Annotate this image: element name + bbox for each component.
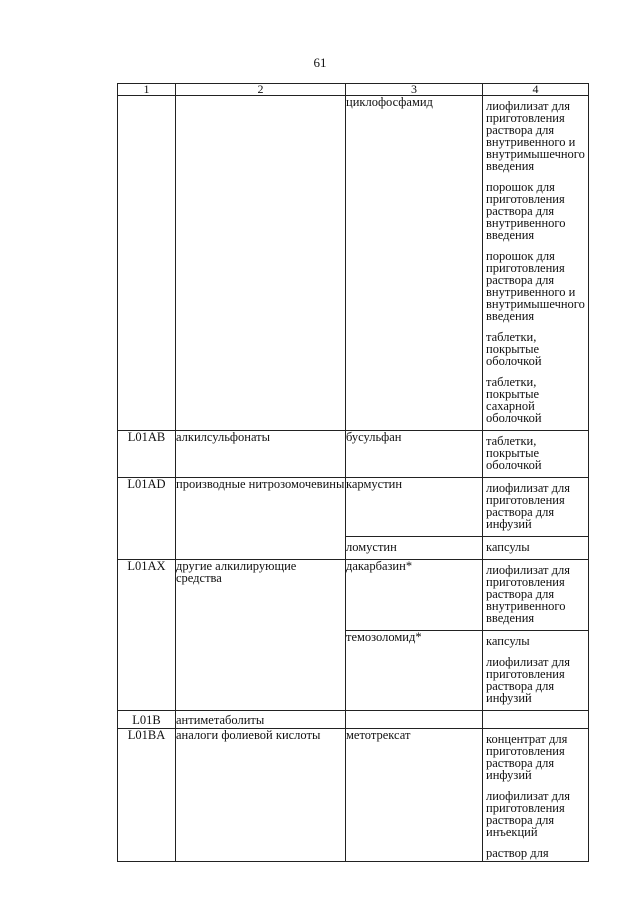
column-header-4: 4 bbox=[483, 84, 589, 96]
drug-name: дакарбазин* bbox=[346, 560, 483, 631]
dosage-form: лиофилизат для приготовления раствора для инъекций bbox=[486, 789, 570, 839]
table-row bbox=[118, 711, 589, 729]
dosage-form: лиофилизат для приготовления раствора для внутривенного и внутримышечного введения bbox=[486, 99, 585, 173]
dosage-form: таблетки, покрытые оболочкой bbox=[486, 434, 542, 472]
group-name: алкилсульфонаты bbox=[176, 431, 346, 478]
dosage-forms bbox=[483, 631, 589, 711]
dosage-form: лиофилизат для приготовления раствора для инфузий bbox=[486, 481, 570, 531]
table-row bbox=[118, 478, 589, 537]
dosage-form: раствор для bbox=[486, 846, 549, 860]
dosage-forms bbox=[483, 431, 589, 478]
dosage-forms bbox=[483, 478, 589, 537]
atc-code bbox=[118, 96, 176, 431]
dosage-form: таблетки, покрытые оболочкой bbox=[486, 330, 542, 368]
atc-code: L01B bbox=[118, 711, 176, 729]
dosage-form: порошок для приготовления раствора для внутривенного введения bbox=[486, 180, 566, 242]
dosage-forms bbox=[483, 96, 589, 431]
column-header-1: 1 bbox=[118, 84, 176, 96]
drug-name bbox=[346, 711, 483, 729]
atc-code: L01BA bbox=[118, 729, 176, 862]
dosage-form: капсулы bbox=[486, 634, 530, 648]
atc-code: L01AX bbox=[118, 560, 176, 711]
group-name: аналоги фолиевой кислоты bbox=[176, 729, 346, 862]
dosage-form: порошок для приготовления раствора для внутривенного и внутримышечного введения bbox=[486, 249, 585, 323]
dosage-form: лиофилизат для приготовления раствора для внутривенного введения bbox=[486, 563, 570, 625]
group-name: антиметаболиты bbox=[176, 711, 346, 729]
table-header-row bbox=[118, 84, 589, 96]
dosage-forms bbox=[483, 560, 589, 631]
group-name bbox=[176, 96, 346, 431]
page-number: 61 bbox=[313, 55, 327, 70]
dosage-form: лиофилизат для приготовления раствора для инфузий bbox=[486, 655, 570, 705]
table-row bbox=[118, 96, 589, 431]
column-header-2: 2 bbox=[176, 84, 346, 96]
atc-code: L01AD bbox=[118, 478, 176, 560]
drug-name: кармустин bbox=[346, 478, 483, 537]
dosage-forms bbox=[483, 537, 589, 560]
group-name: другие алкилирующие средства bbox=[176, 560, 346, 711]
atc-code: L01AB bbox=[118, 431, 176, 478]
dosage-form: таблетки, покрытые сахарной оболочкой bbox=[486, 375, 542, 425]
table-row bbox=[118, 560, 589, 631]
group-name: производные нитрозомочевины bbox=[176, 478, 346, 560]
drug-name: циклофосфамид bbox=[346, 96, 483, 431]
drug-name: бусульфан bbox=[346, 431, 483, 478]
table-row bbox=[118, 431, 589, 478]
drug-name: темозоломид* bbox=[346, 631, 483, 711]
dosage-forms bbox=[483, 711, 589, 729]
dosage-form: капсулы bbox=[486, 540, 530, 554]
table-row bbox=[118, 729, 589, 862]
drug-name: ломустин bbox=[346, 537, 483, 560]
column-header-3: 3 bbox=[346, 84, 483, 96]
drug-name: метотрексат bbox=[346, 729, 483, 862]
drug-table bbox=[117, 83, 589, 862]
dosage-forms bbox=[483, 729, 589, 862]
dosage-form: концентрат для приготовления раствора для инфузий bbox=[486, 732, 568, 782]
